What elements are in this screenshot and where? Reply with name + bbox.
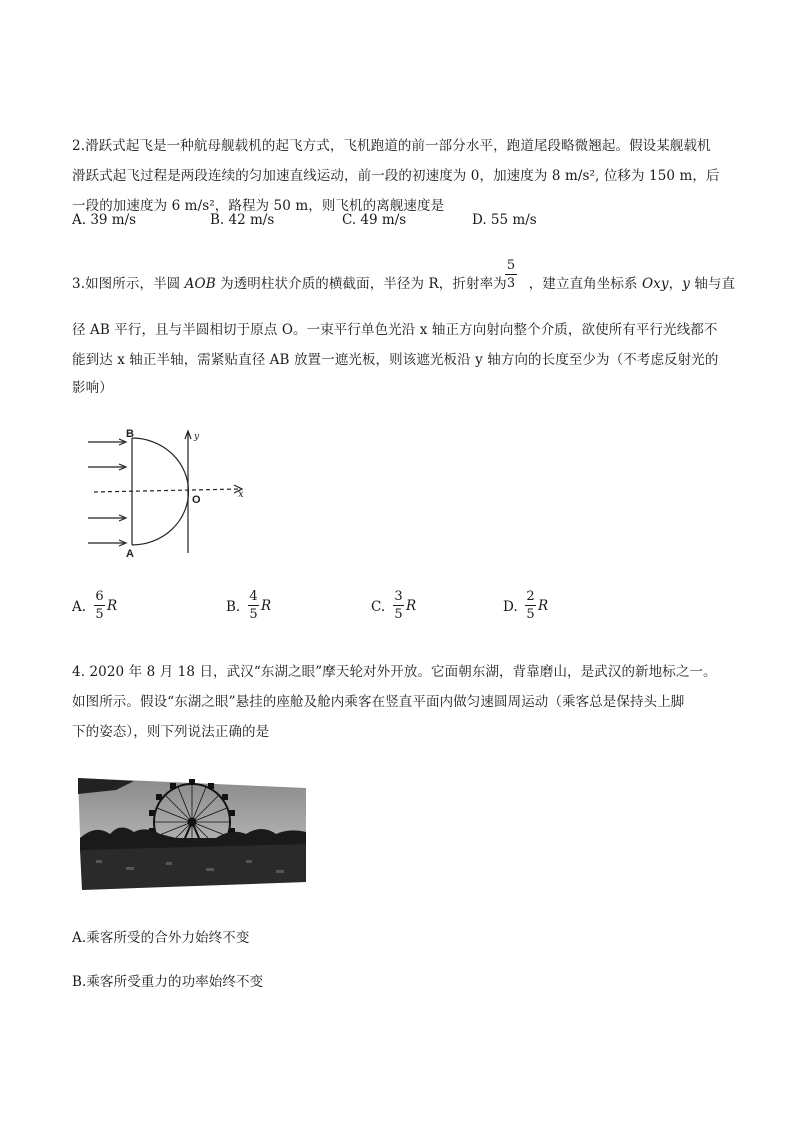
label-b: B xyxy=(126,428,134,440)
q3-line1-part-a: 3.如图所示，半圆 xyxy=(72,276,185,292)
label-x: x xyxy=(238,489,244,500)
q3-line1-part-c: ，建立直角坐标系 xyxy=(528,276,642,292)
q3-text-line-2: 径 AB 平行，且与半圆相切于原点 O。一束平行单色光沿 x 轴正方向射向整个介质，欲使所有平行光线都不 xyxy=(72,322,718,338)
q3-line1-part-b: 为透明柱状介质的横截面，半径为 R，折射率为 xyxy=(215,276,507,292)
q2-option-a: A. 39 m/s xyxy=(72,212,137,228)
q3-line1-part-d: ， xyxy=(668,276,683,292)
q3-line1-part-e: 轴与直 xyxy=(689,276,736,292)
q3-option-d-var: R xyxy=(538,598,549,614)
q4-option-b: B.乘客所受重力的功率始终不变 xyxy=(72,974,264,990)
q2-text-line-2: 滑跃式起飞过程是两段连续的匀加速直线运动，前一段的初速度为 0，加速度为 8 m/s², 位移为 150 m，后 xyxy=(72,168,720,184)
q3-option-c-num: 3 xyxy=(394,589,403,604)
q3-text-line-4: 影响） xyxy=(72,380,113,396)
q2-option-d: D. 55 m/s xyxy=(472,212,537,228)
q2-option-c: C. 49 m/s xyxy=(342,212,407,228)
q3-option-b-num: 4 xyxy=(249,589,258,604)
q3-text-line-3: 能到达 x 轴正半轴，需紧贴直径 AB 放置一遮光板，则该遮光板沿 y 轴方向的长度至少为（不考虑反射光的 xyxy=(72,352,719,368)
q3-option-a-num: 6 xyxy=(95,589,104,604)
q3-n-denominator: 3 xyxy=(506,276,516,291)
q3-oxy: Oxy xyxy=(641,276,669,292)
q4-text-line-3: 下的姿态），则下列说法正确的是 xyxy=(72,724,270,740)
q3-option-b-var: R xyxy=(261,598,272,614)
q3-option-c-den: 5 xyxy=(394,607,403,622)
q3-option-a-fraction xyxy=(94,589,105,622)
q2-text-line-1: 2.滑跃式起飞是一种航母舰载机的起飞方式，飞机跑道的前一部分水平，跑道尾段略微翘起。假设某舰载机 xyxy=(72,138,711,154)
q2-text-line-3: 一段的加速度为 6 m/s²，路程为 50 m，则飞机的离舰速度是 xyxy=(72,198,445,214)
q2-option-b: B. 42 m/s xyxy=(210,212,275,228)
q3-aob: AOB xyxy=(184,276,216,292)
q3-option-a-letter: A. xyxy=(72,599,87,615)
q4-text-line-1: 4. 2020 年 8 月 18 日，武汉“东湖之眼”摩天轮对外开放。它面朝东湖，背靠磨山，是武汉的新地标之一。 xyxy=(72,664,717,680)
q3-option-a-den: 5 xyxy=(95,607,104,622)
q4-text-line-2: 如图所示。假设“东湖之眼”悬挂的座舱及舱内乘客在竖直平面内做匀速圆周运动（乘客总是保持头上脚 xyxy=(72,694,685,710)
label-a: A xyxy=(126,548,134,560)
semicircle-arc xyxy=(132,438,189,545)
q3-semicircle-figure xyxy=(80,425,255,560)
q3-option-d-num: 2 xyxy=(526,589,535,604)
q3-option-b-fraction xyxy=(248,589,259,622)
q3-option-b-letter: B. xyxy=(226,599,241,615)
q3-n-numerator: 5 xyxy=(506,258,516,273)
label-o: O xyxy=(192,494,201,506)
q3-option-d-den: 5 xyxy=(526,607,535,622)
ferris-wheel-photo xyxy=(76,772,308,892)
q3-option-c-fraction xyxy=(393,589,404,622)
q3-refractive-index xyxy=(505,258,517,291)
q3-option-a-var: R xyxy=(107,598,118,614)
q3-y-axis: y xyxy=(682,276,690,292)
x-axis xyxy=(94,489,240,492)
q3-option-c-var: R xyxy=(406,598,417,614)
label-y: y xyxy=(194,432,200,442)
q3-option-d-letter: D. xyxy=(503,599,518,615)
q4-option-a: A.乘客所受的合外力始终不变 xyxy=(72,930,250,946)
q3-option-b-den: 5 xyxy=(249,607,258,622)
q3-option-d-fraction xyxy=(525,589,536,622)
q3-text-line-1 xyxy=(72,272,735,292)
q3-option-c-letter: C. xyxy=(371,599,386,615)
